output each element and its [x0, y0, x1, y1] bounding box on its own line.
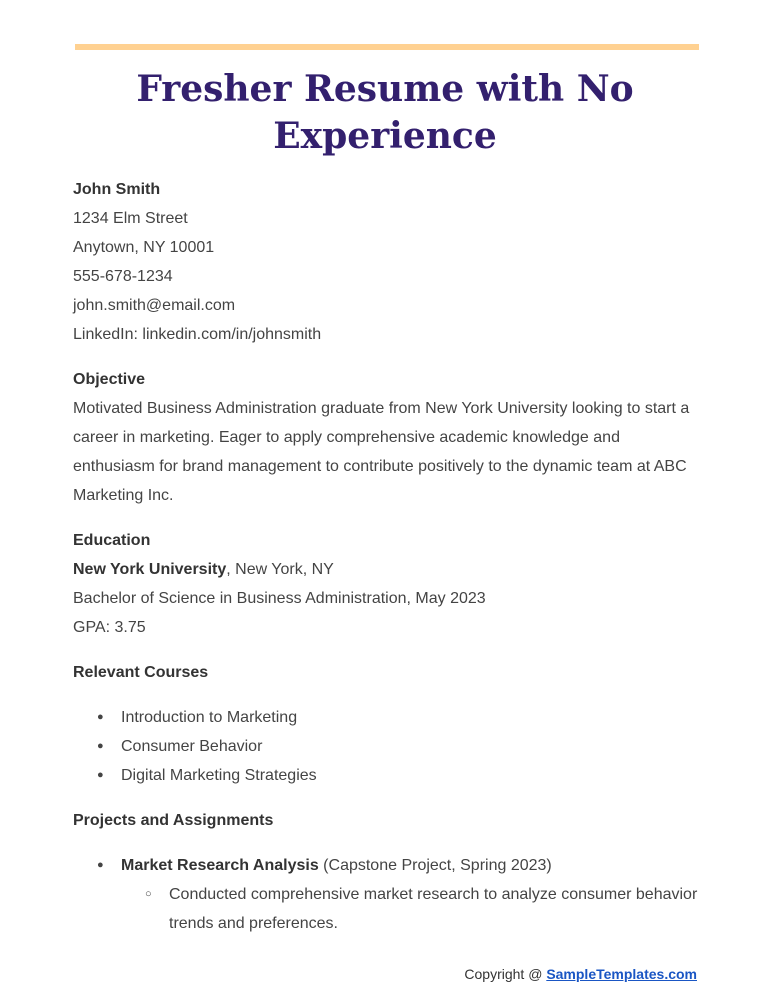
project-sub-list — [121, 880, 698, 938]
top-accent-bar — [75, 44, 699, 50]
list-item: ○ Conducted comprehensive market research to analyze consumer behavior trends and preferences. — [169, 880, 698, 938]
footer-copyright — [464, 966, 697, 982]
footer-link[interactable]: SampleTemplates.com — [546, 966, 697, 982]
contact-section — [73, 175, 698, 349]
contact-email: john.smith@email.com — [73, 297, 236, 314]
education-degree: Bachelor of Science in Business Administration, May 2023 — [73, 590, 486, 607]
projects-heading: Projects and Assignments — [73, 812, 274, 829]
objective-text: Motivated Business Administration graduate from New York University looking to start a career in marketing. Eager to apply comprehensive academic knowledge and enthusiasm for brand management to contribute positively to the dynamic team at ABC Marketing Inc. — [73, 400, 690, 504]
footer-prefix: Copyright @ — [464, 966, 547, 982]
projects-list — [73, 835, 698, 938]
list-item: ● Introduction to Marketing — [121, 703, 698, 732]
project-detail: (Capstone Project, Spring 2023) — [318, 857, 552, 874]
objective-section — [73, 365, 698, 510]
objective-heading: Objective — [73, 371, 146, 388]
education-school-line — [73, 555, 698, 584]
education-university: New York University — [73, 561, 227, 578]
contact-street: 1234 Elm Street — [73, 210, 188, 227]
project-title: Market Research Analysis — [121, 857, 319, 874]
page-title: Fresher Resume with No Experience — [136, 68, 634, 157]
list-item: ● Consumer Behavior — [121, 732, 698, 761]
courses-list — [73, 687, 698, 790]
contact-phone: 555-678-1234 — [73, 268, 173, 285]
education-location: , New York, NY — [226, 561, 334, 578]
education-section — [73, 526, 698, 642]
projects-section — [73, 806, 698, 938]
list-item — [121, 851, 698, 938]
resume-body — [73, 175, 698, 954]
contact-linkedin: LinkedIn: linkedin.com/in/johnsmith — [73, 326, 322, 343]
contact-name: John Smith — [73, 181, 161, 198]
courses-section — [73, 658, 698, 790]
education-gpa: GPA: 3.75 — [73, 619, 146, 636]
courses-heading: Relevant Courses — [73, 664, 209, 681]
education-heading: Education — [73, 532, 151, 549]
contact-city: Anytown, NY 10001 — [73, 239, 215, 256]
list-item: ● Digital Marketing Strategies — [121, 761, 698, 790]
